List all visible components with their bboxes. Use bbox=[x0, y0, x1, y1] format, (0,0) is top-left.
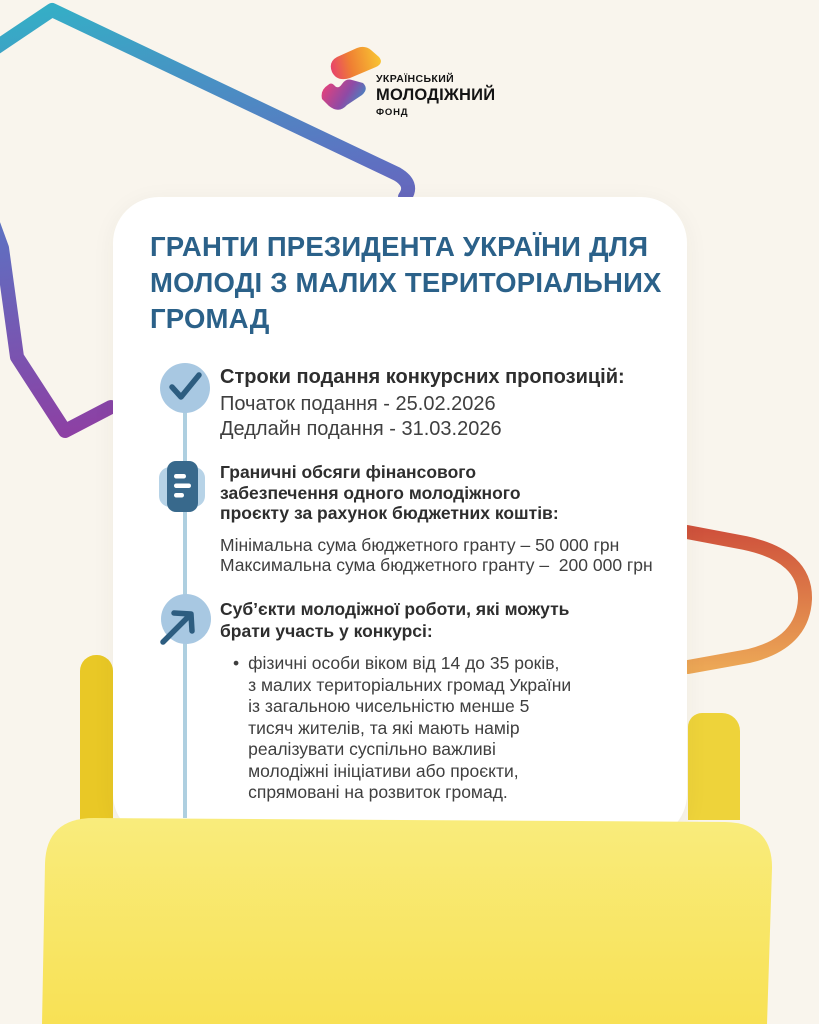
logo-blob-bottom bbox=[322, 80, 366, 110]
section-deadlines-heading: Строки подання конкурсних пропозицій: bbox=[220, 366, 625, 388]
section-participants bbox=[220, 598, 585, 804]
orange-curve-shape bbox=[687, 532, 805, 667]
logo-text bbox=[376, 73, 495, 118]
section-deadlines bbox=[220, 365, 625, 442]
logo bbox=[316, 42, 516, 118]
section-funding bbox=[220, 462, 653, 576]
funding-values bbox=[220, 535, 653, 576]
logo-name-line2: МОЛОДІЖНИЙ bbox=[376, 86, 496, 104]
page-title: ГРАНТИ ПРЕЗИДЕНТА УКРАЇНИ ДЛЯ МОЛОДІ З МАЛИХ ТЕРИТОРІАЛЬНИХ ГРОМАД bbox=[150, 231, 662, 334]
yellow-tab-right bbox=[688, 713, 740, 820]
participants-bullet-text: фізичні особи віком від 14 до 35 років, з малих територіальних громад України із загальною чисельністю менше 5 тисяч жителів, та які мають намір реалізувати суспільно важливі молодіжні ініціативи або проєкти, спрямовані на розвиток громад. bbox=[248, 653, 572, 802]
deadline-start-line: Початок подання - 25.02.2026 bbox=[220, 393, 496, 415]
bullet-marker: • bbox=[233, 653, 240, 673]
yellow-tab-left bbox=[80, 655, 113, 820]
logo-name-line1: УКРАЇНСЬКИЙ bbox=[376, 73, 455, 85]
logo-blob-top bbox=[331, 47, 381, 79]
timeline-line bbox=[183, 388, 187, 818]
section-participants-heading: Суб’єкти молодіжної роботи, які можуть брати участь у конкурсі: bbox=[220, 599, 570, 641]
funding-min-line: Мінімальна сума бюджетного гранту – 50 000 грн bbox=[220, 534, 620, 555]
section-funding-heading: Граничні обсяги фінансового забезпечення одного молодіжного проєкту за рахунок бюджетних коштів: bbox=[220, 462, 559, 523]
participants-bullet-item bbox=[220, 653, 585, 804]
funding-max-line: Максимальна сума бюджетного гранту – 200 000 грн bbox=[220, 555, 653, 575]
deadline-end-line: Дедлайн подання - 31.03.2026 bbox=[220, 418, 502, 440]
logo-name-line3: ФОНД bbox=[376, 107, 409, 118]
yellow-folder-front bbox=[42, 818, 772, 1024]
